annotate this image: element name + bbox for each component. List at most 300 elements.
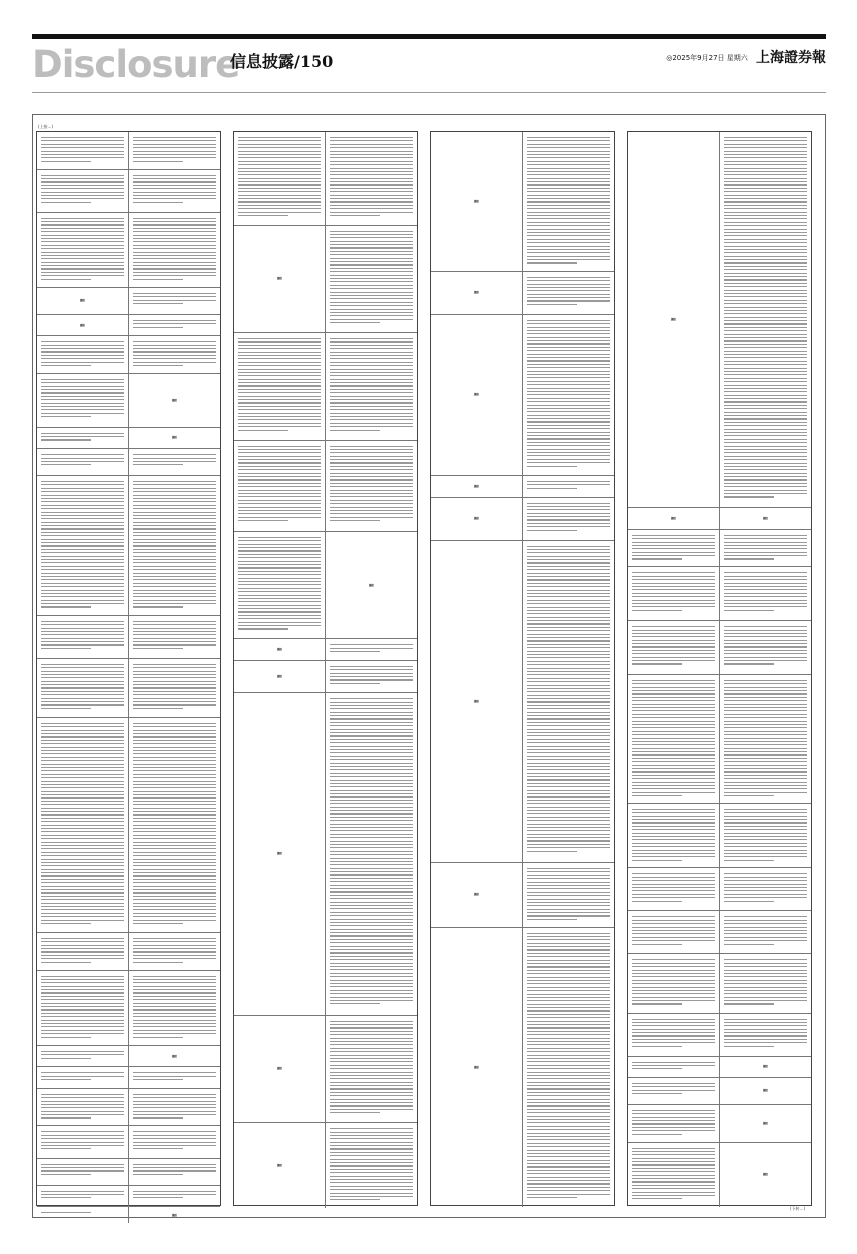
revised-clause-cell xyxy=(128,1089,220,1126)
text-line xyxy=(238,483,321,484)
text-line xyxy=(724,997,807,998)
text-line xyxy=(133,265,216,266)
text-line xyxy=(724,657,807,658)
text-line xyxy=(41,886,124,887)
text-line xyxy=(632,1003,682,1004)
text-line xyxy=(133,791,216,792)
text-line xyxy=(330,430,380,431)
text-line xyxy=(724,212,807,213)
text-line xyxy=(133,525,216,526)
text-line xyxy=(330,188,413,189)
text-line xyxy=(330,151,413,152)
text-line xyxy=(724,303,807,304)
text-line xyxy=(527,613,610,614)
text-line xyxy=(238,184,321,185)
original-clause-cell xyxy=(628,1143,719,1208)
text-line xyxy=(238,476,321,477)
text-line xyxy=(724,771,807,772)
text-line xyxy=(527,340,610,341)
text-line xyxy=(527,654,610,655)
original-clause-cell xyxy=(628,954,719,1012)
text-line xyxy=(527,573,610,574)
text-line xyxy=(238,608,321,609)
text-line xyxy=(133,498,216,499)
text-line xyxy=(330,766,413,767)
text-line xyxy=(527,970,610,971)
text-line xyxy=(41,238,124,239)
original-clause-cell xyxy=(431,315,522,475)
text-line xyxy=(724,157,807,158)
text-line xyxy=(41,279,91,280)
text-line xyxy=(133,1191,216,1192)
text-line xyxy=(133,1138,216,1139)
table-row xyxy=(234,693,417,1016)
text-line xyxy=(330,212,413,213)
text-line xyxy=(238,567,321,568)
text-line xyxy=(527,144,610,145)
original-clause-cell xyxy=(37,315,128,336)
text-line xyxy=(724,323,807,324)
text-line xyxy=(133,161,183,162)
text-line xyxy=(330,1027,413,1028)
text-line xyxy=(724,579,807,580)
table-row xyxy=(37,971,220,1046)
table-row xyxy=(37,374,220,428)
table-row xyxy=(234,1016,417,1124)
text-line xyxy=(632,761,715,762)
text-line xyxy=(330,759,413,760)
text-line xyxy=(41,596,124,597)
text-line xyxy=(330,168,413,169)
text-line xyxy=(632,963,715,964)
text-line xyxy=(133,736,216,737)
text-line xyxy=(527,208,610,209)
table-row xyxy=(37,933,220,971)
text-line xyxy=(330,959,413,960)
text-line xyxy=(527,438,610,439)
text-line xyxy=(527,519,610,520)
text-line xyxy=(632,973,715,974)
table-row xyxy=(234,639,417,661)
text-line xyxy=(41,413,124,414)
text-line xyxy=(527,769,610,770)
revised-clause-cell xyxy=(128,428,220,449)
text-line xyxy=(133,320,216,321)
text-line xyxy=(724,636,807,637)
text-line xyxy=(724,734,807,735)
text-line xyxy=(41,498,124,499)
text-line xyxy=(724,937,807,938)
text-line xyxy=(41,389,124,390)
text-line xyxy=(41,579,124,580)
original-clause-cell xyxy=(37,476,128,615)
text-line xyxy=(527,644,610,645)
text-line xyxy=(41,1194,124,1195)
original-clause-cell xyxy=(628,530,719,567)
text-line xyxy=(41,1058,91,1059)
text-line xyxy=(330,929,413,930)
text-line xyxy=(724,334,807,335)
text-line xyxy=(527,987,610,988)
text-line xyxy=(724,856,807,857)
header-rule-bottom xyxy=(32,92,826,93)
text-line xyxy=(632,603,715,604)
text-line xyxy=(527,701,610,702)
text-line xyxy=(724,198,807,199)
text-line xyxy=(632,650,715,651)
text-line xyxy=(133,723,216,724)
text-line xyxy=(632,933,715,934)
text-line xyxy=(330,651,380,652)
text-line xyxy=(41,848,124,849)
text-line xyxy=(632,606,715,607)
text-line xyxy=(724,765,807,766)
text-line xyxy=(632,778,715,779)
text-line xyxy=(133,218,216,219)
text-line xyxy=(330,746,413,747)
text-line xyxy=(133,495,216,496)
text-line xyxy=(330,732,413,733)
text-line xyxy=(41,433,124,434)
text-line xyxy=(330,500,413,501)
text-line xyxy=(41,221,124,222)
text-line xyxy=(133,948,216,949)
text-line xyxy=(41,628,124,629)
text-line xyxy=(41,909,124,910)
text-line xyxy=(330,423,413,424)
text-line xyxy=(330,820,413,821)
text-line xyxy=(238,601,321,602)
text-line xyxy=(527,1082,610,1083)
text-line xyxy=(133,272,216,273)
text-line xyxy=(632,846,715,847)
text-line xyxy=(133,154,216,155)
text-line xyxy=(632,1062,715,1063)
text-line xyxy=(133,157,216,158)
text-line xyxy=(41,958,124,959)
text-line xyxy=(133,562,216,563)
text-line xyxy=(527,746,610,747)
text-line xyxy=(527,1187,610,1188)
text-line xyxy=(527,1065,610,1066)
text-line xyxy=(527,168,610,169)
text-line xyxy=(330,161,413,162)
text-line xyxy=(41,542,124,543)
text-line xyxy=(238,372,321,373)
text-line xyxy=(238,205,321,206)
text-line xyxy=(724,1019,807,1020)
text-line xyxy=(724,606,807,607)
text-line xyxy=(133,938,216,939)
revised-clause-cell xyxy=(325,532,417,639)
revised-clause-cell xyxy=(325,661,417,692)
text-line xyxy=(724,687,807,688)
text-line xyxy=(41,811,124,812)
text-line xyxy=(632,660,715,661)
text-line xyxy=(330,973,413,974)
text-line xyxy=(133,559,216,560)
text-line xyxy=(527,181,610,182)
text-line xyxy=(527,249,610,250)
table-row xyxy=(37,1046,220,1068)
text-line xyxy=(527,1048,610,1049)
text-line xyxy=(632,1113,715,1114)
text-line xyxy=(527,909,610,910)
text-line xyxy=(238,544,321,545)
text-line xyxy=(41,955,124,956)
text-line xyxy=(724,768,807,769)
text-line xyxy=(133,674,216,675)
text-line xyxy=(527,1051,610,1052)
text-line xyxy=(41,1114,124,1115)
text-line xyxy=(238,588,321,589)
revised-clause-cell xyxy=(719,1014,811,1056)
text-line xyxy=(527,685,610,686)
text-line xyxy=(41,842,124,843)
text-line xyxy=(133,144,216,145)
text-line xyxy=(330,1085,413,1086)
text-line xyxy=(133,1117,183,1118)
text-line xyxy=(724,473,807,474)
text-line xyxy=(133,461,216,462)
text-line xyxy=(41,694,124,695)
text-line xyxy=(632,1065,715,1066)
text-line xyxy=(238,598,321,599)
table-row xyxy=(234,333,417,441)
text-line xyxy=(724,680,807,681)
pub-weekday: 星期六 xyxy=(726,54,748,62)
text-line xyxy=(632,829,715,830)
text-line xyxy=(724,884,807,885)
text-line xyxy=(527,357,610,358)
text-line xyxy=(724,600,807,601)
text-line xyxy=(724,405,807,406)
text-line xyxy=(330,990,413,991)
text-line xyxy=(330,365,413,366)
text-line xyxy=(133,188,216,189)
text-line xyxy=(632,1151,715,1152)
text-line xyxy=(41,1030,124,1031)
text-line xyxy=(133,275,216,276)
text-line xyxy=(133,787,216,788)
text-line xyxy=(41,989,124,990)
text-line xyxy=(330,375,413,376)
text-line xyxy=(133,684,216,685)
text-line xyxy=(527,715,610,716)
text-line xyxy=(527,151,610,152)
text-line xyxy=(527,1088,610,1089)
text-line xyxy=(527,895,610,896)
text-line xyxy=(238,161,321,162)
text-line xyxy=(527,1027,610,1028)
text-line xyxy=(724,347,807,348)
text-line xyxy=(724,683,807,684)
text-line xyxy=(330,898,413,899)
text-line xyxy=(41,559,124,560)
text-line xyxy=(41,794,124,795)
text-line xyxy=(724,916,807,917)
text-line xyxy=(133,1023,216,1024)
text-line xyxy=(41,1006,124,1007)
table-row xyxy=(37,1207,220,1223)
text-line xyxy=(724,479,807,480)
text-line xyxy=(41,920,124,921)
text-line xyxy=(632,850,715,851)
text-line xyxy=(238,466,321,467)
text-line xyxy=(527,603,610,604)
revised-clause-cell xyxy=(719,1105,811,1142)
text-line xyxy=(724,839,807,840)
text-line xyxy=(527,513,610,514)
publication-info xyxy=(666,52,826,64)
text-line xyxy=(238,355,321,356)
original-clause-cell xyxy=(234,132,325,225)
text-line xyxy=(330,980,413,981)
text-line xyxy=(41,641,124,642)
text-line xyxy=(41,532,124,533)
text-line xyxy=(41,764,124,765)
text-line xyxy=(330,382,413,383)
text-line xyxy=(724,583,807,584)
text-line xyxy=(527,360,610,361)
original-clause-cell xyxy=(234,661,325,692)
text-line xyxy=(133,1020,216,1021)
text-line xyxy=(724,809,807,810)
text-line xyxy=(527,188,610,189)
text-line xyxy=(330,338,413,339)
text-line xyxy=(632,937,715,938)
text-line xyxy=(330,1152,413,1153)
text-line xyxy=(527,1044,610,1045)
text-line xyxy=(527,1153,610,1154)
text-line xyxy=(133,348,216,349)
text-line xyxy=(238,208,321,209)
text-line xyxy=(238,369,321,370)
text-line xyxy=(238,574,321,575)
text-line xyxy=(330,676,413,677)
text-line xyxy=(330,215,380,216)
text-line xyxy=(632,990,715,991)
text-line xyxy=(632,558,682,559)
text-line xyxy=(133,362,216,363)
text-line xyxy=(238,540,321,541)
text-line xyxy=(724,738,807,739)
text-line xyxy=(330,195,413,196)
text-line xyxy=(527,205,610,206)
text-line xyxy=(41,245,124,246)
text-line xyxy=(724,877,807,878)
text-line xyxy=(724,754,807,755)
text-line xyxy=(527,674,610,675)
text-line xyxy=(527,1133,610,1134)
deleted-marker: 删除 xyxy=(763,1121,768,1125)
text-line xyxy=(527,840,610,841)
text-line xyxy=(238,348,321,349)
text-line xyxy=(238,595,321,596)
text-line xyxy=(724,782,807,783)
text-line xyxy=(330,147,413,148)
text-line xyxy=(724,279,807,280)
text-line xyxy=(330,1088,413,1089)
original-clause-cell xyxy=(628,621,719,674)
text-line xyxy=(330,309,413,310)
text-line xyxy=(724,184,807,185)
text-line xyxy=(41,228,124,229)
text-line xyxy=(330,154,413,155)
revised-clause-cell xyxy=(522,928,614,1208)
text-line xyxy=(133,569,216,570)
text-line xyxy=(724,717,807,718)
revised-clause-cell xyxy=(325,639,417,660)
text-line xyxy=(238,622,321,623)
text-line xyxy=(133,631,216,632)
text-line xyxy=(330,315,413,316)
text-line xyxy=(724,188,807,189)
text-line xyxy=(133,621,216,622)
text-line xyxy=(632,636,715,637)
text-line xyxy=(133,147,216,148)
text-line xyxy=(632,542,715,543)
text-line xyxy=(724,418,807,419)
text-line xyxy=(133,151,216,152)
text-line xyxy=(632,1029,715,1030)
original-clause-cell xyxy=(431,541,522,863)
text-line xyxy=(41,151,124,152)
text-line xyxy=(41,144,124,145)
text-line xyxy=(133,454,216,455)
text-line xyxy=(724,364,807,365)
text-line xyxy=(724,843,807,844)
text-line xyxy=(724,933,807,934)
text-line xyxy=(330,486,413,487)
text-line xyxy=(133,238,216,239)
text-line xyxy=(330,201,413,202)
text-line xyxy=(133,781,216,782)
text-line xyxy=(238,430,288,431)
text-line xyxy=(527,381,610,382)
text-line xyxy=(330,729,413,730)
text-line xyxy=(41,760,124,761)
text-line xyxy=(632,633,715,634)
text-line xyxy=(724,174,807,175)
text-line xyxy=(527,800,610,801)
text-line xyxy=(527,137,610,138)
text-line xyxy=(41,436,124,437)
text-line xyxy=(527,394,610,395)
table-row xyxy=(37,449,220,476)
text-line xyxy=(133,535,216,536)
text-line xyxy=(527,280,610,281)
text-line xyxy=(330,885,413,886)
text-line xyxy=(632,1195,715,1196)
text-line xyxy=(133,757,216,758)
text-line xyxy=(527,627,610,628)
text-line xyxy=(632,538,715,539)
text-line xyxy=(724,313,807,314)
text-line xyxy=(724,633,807,634)
text-line xyxy=(41,235,124,236)
text-line xyxy=(632,1046,682,1047)
text-line xyxy=(133,1097,216,1098)
text-line xyxy=(41,791,124,792)
text-line xyxy=(41,512,124,513)
text-line xyxy=(238,571,321,572)
text-line xyxy=(330,708,413,709)
page-number: /150 xyxy=(294,52,334,71)
original-clause-cell xyxy=(37,428,128,449)
text-line xyxy=(41,491,124,492)
table-row xyxy=(37,428,220,450)
